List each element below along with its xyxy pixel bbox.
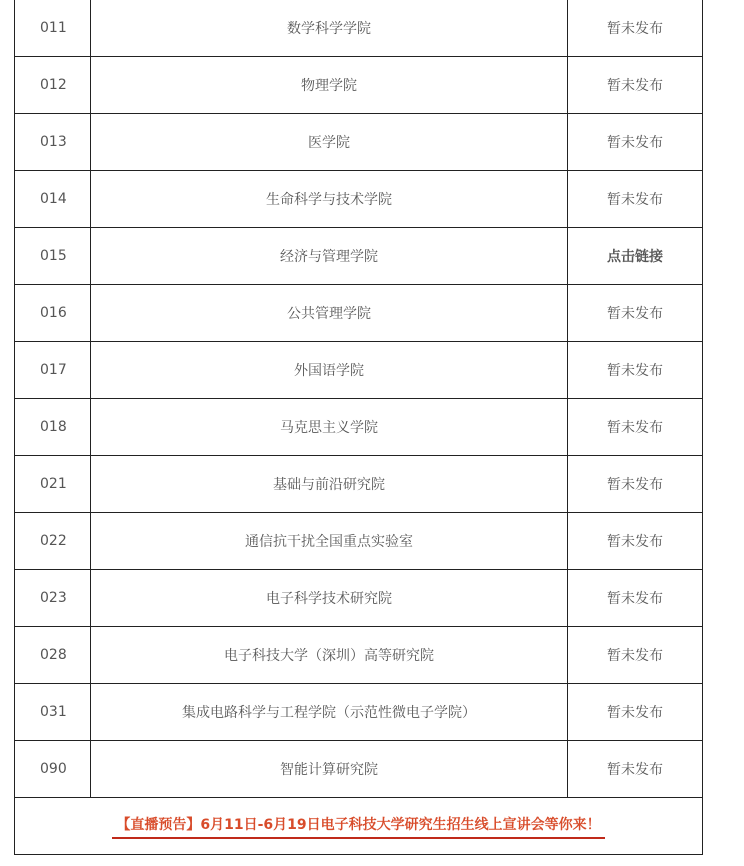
table-row	[15, 570, 703, 627]
college-code: 018	[15, 399, 91, 456]
footer-row	[15, 798, 703, 855]
college-name: 集成电路科学与工程学院（示范性微电子学院）	[91, 684, 568, 741]
college-code: 012	[15, 57, 91, 114]
college-code: 013	[15, 114, 91, 171]
status-text: 暂未发布	[568, 399, 703, 456]
live-announcement-link[interactable]: 【直播预告】6月11日-6月19日电子科技大学研究生招生线上宣讲会等你来！	[112, 814, 604, 839]
status-text: 暂未发布	[568, 285, 703, 342]
table-row	[15, 228, 703, 285]
status-link[interactable]: 点击链接	[568, 228, 703, 285]
table-row	[15, 171, 703, 228]
college-name: 生命科学与技术学院	[91, 171, 568, 228]
status-text: 暂未发布	[568, 741, 703, 798]
status-text: 暂未发布	[568, 57, 703, 114]
college-table-container	[14, 0, 702, 855]
college-code: 017	[15, 342, 91, 399]
status-text: 暂未发布	[568, 114, 703, 171]
table-row	[15, 114, 703, 171]
college-table-body	[15, 0, 703, 798]
table-row	[15, 684, 703, 741]
college-name: 外国语学院	[91, 342, 568, 399]
college-code: 028	[15, 627, 91, 684]
college-code: 011	[15, 0, 91, 57]
college-code: 016	[15, 285, 91, 342]
status-text: 暂未发布	[568, 627, 703, 684]
table-row	[15, 342, 703, 399]
footer-cell	[15, 798, 703, 855]
status-text: 暂未发布	[568, 513, 703, 570]
status-text: 暂未发布	[568, 570, 703, 627]
college-code: 090	[15, 741, 91, 798]
college-name: 电子科技大学（深圳）高等研究院	[91, 627, 568, 684]
college-code: 023	[15, 570, 91, 627]
college-name: 马克思主义学院	[91, 399, 568, 456]
college-name: 物理学院	[91, 57, 568, 114]
status-text: 暂未发布	[568, 171, 703, 228]
college-name: 医学院	[91, 114, 568, 171]
table-row	[15, 627, 703, 684]
table-row	[15, 399, 703, 456]
status-text: 暂未发布	[568, 0, 703, 57]
table-row	[15, 456, 703, 513]
table-row	[15, 513, 703, 570]
table-row	[15, 285, 703, 342]
college-table	[14, 0, 703, 855]
table-row	[15, 741, 703, 798]
college-name: 公共管理学院	[91, 285, 568, 342]
status-text: 暂未发布	[568, 456, 703, 513]
table-row	[15, 57, 703, 114]
status-text: 暂未发布	[568, 342, 703, 399]
college-code: 022	[15, 513, 91, 570]
status-text: 暂未发布	[568, 684, 703, 741]
college-name: 通信抗干扰全国重点实验室	[91, 513, 568, 570]
college-name: 经济与管理学院	[91, 228, 568, 285]
college-name: 基础与前沿研究院	[91, 456, 568, 513]
college-name: 数学科学学院	[91, 0, 568, 57]
college-code: 021	[15, 456, 91, 513]
college-code: 014	[15, 171, 91, 228]
college-name: 电子科学技术研究院	[91, 570, 568, 627]
college-code: 015	[15, 228, 91, 285]
college-name: 智能计算研究院	[91, 741, 568, 798]
table-row	[15, 0, 703, 57]
college-code: 031	[15, 684, 91, 741]
